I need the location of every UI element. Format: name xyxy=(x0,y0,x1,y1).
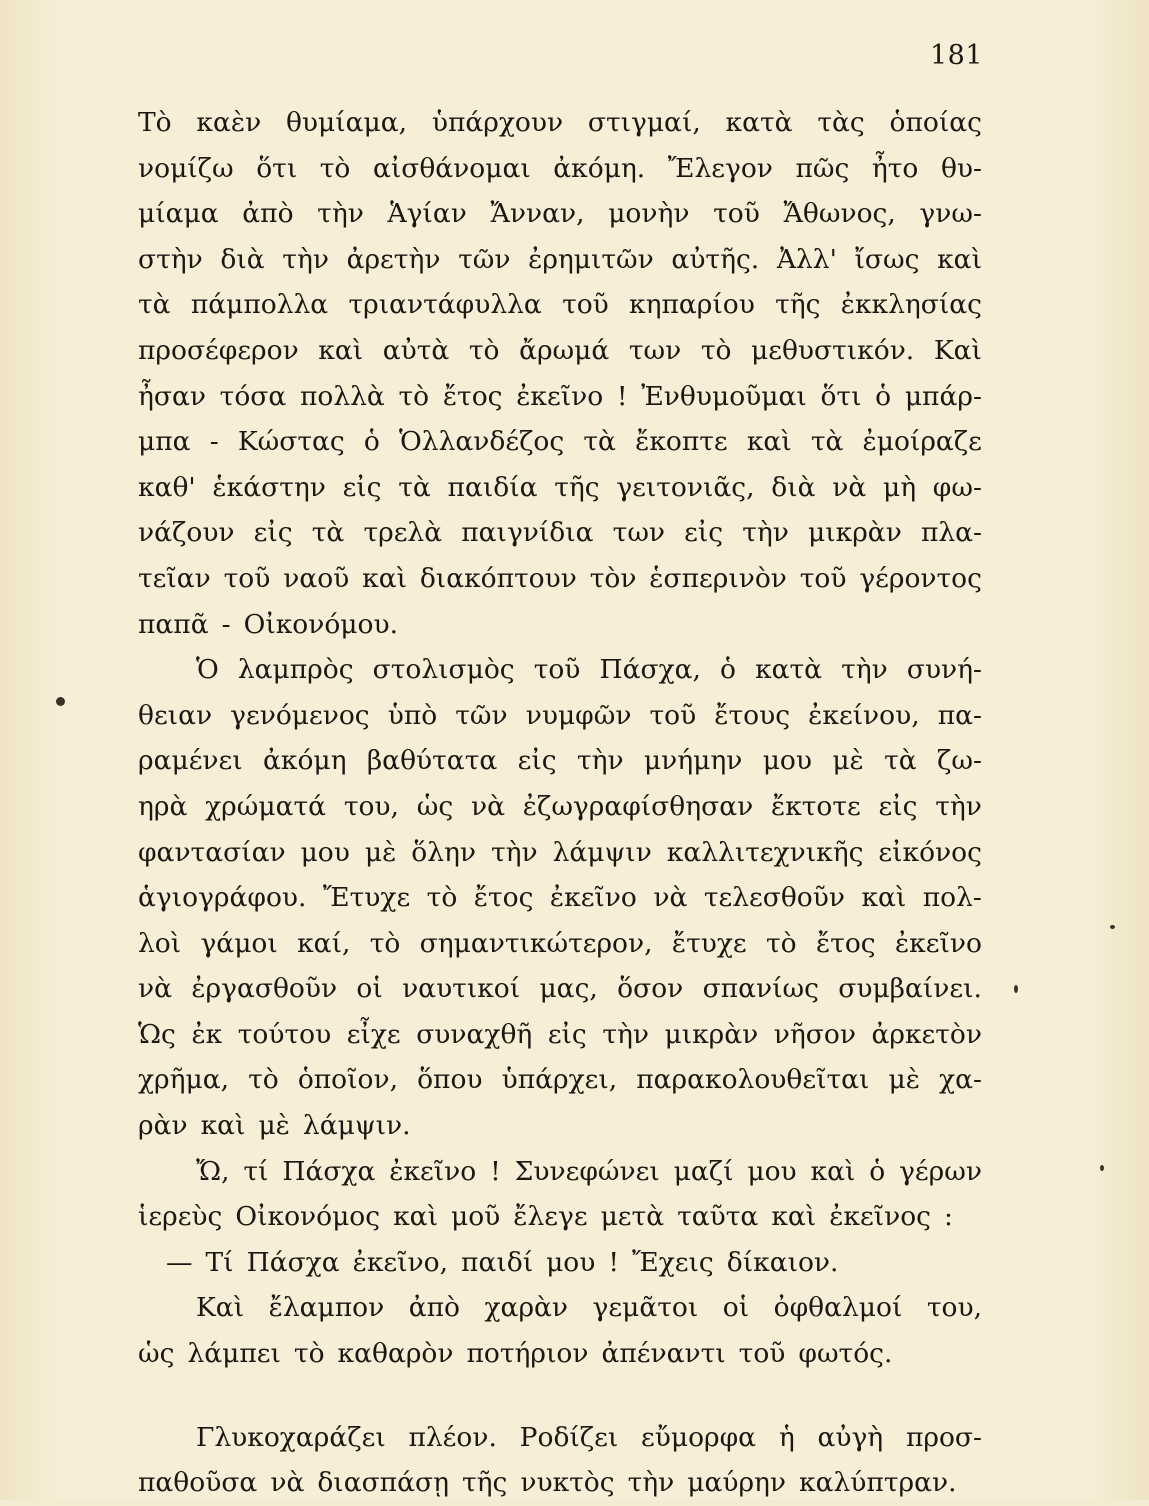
text-line: ὡς λάμπει τὸ καθαρὸν ποτήριον ἀπέναντι τοῦ φωτός. xyxy=(138,1338,893,1370)
text-line: ραμένει ἀκόμη βαθύτατα εἰς τὴν μνήμην μου μὲ τὰ ζω- xyxy=(138,745,982,777)
text-line: ἱερεὺς Οἰκονόμος καὶ μοῦ ἔλεγε μετὰ ταῦτα καὶ ἐκεῖνος : xyxy=(138,1201,953,1233)
text-line: ἁγιογράφου. Ἔτυχε τὸ ἔτος ἐκεῖνο νὰ τελεσθοῦν καὶ πολ- xyxy=(138,882,982,914)
text-line: τεῖαν τοῦ ναοῦ καὶ διακόπτουν τὸν ἑσπερινὸν τοῦ γέροντος xyxy=(138,562,982,594)
text-line: νὰ ἐργασθοῦν οἱ ναυτικοί μας, ὅσον σπανίως συμβαίνει. xyxy=(138,973,982,1005)
text-line: μίαμα ἀπὸ τὴν Ἁγίαν Ἄνναν, μονὴν τοῦ Ἄθωνος, γνω- xyxy=(138,198,982,230)
page-number: 181 xyxy=(930,40,984,71)
text-line: παπᾶ - Οἰκονόμου. xyxy=(138,608,399,640)
text-line: φαντασίαν μου μὲ ὅλην τὴν λάμψιν καλλιτεχνικῆς εἰκόνος xyxy=(138,836,982,868)
text-line: στὴν διὰ τὴν ἀρετὴν τῶν ἐρημιτῶν αὐτῆς. Ἀλλ' ἴσως καὶ xyxy=(138,243,982,275)
text-line: — Τί Πάσχα ἐκεῖνο, παιδί μου ! Ἔχεις δίκαιον. xyxy=(166,1246,839,1278)
paragraph xyxy=(138,647,982,1149)
paper-speck xyxy=(1110,925,1115,929)
text-line: θειαν γενόμενος ὑπὸ τῶν νυμφῶν τοῦ ἔτους ἐκείνου, πα- xyxy=(138,699,982,731)
text-line: νάζουν εἰς τὰ τρελὰ παιγνίδια των εἰς τὴν μικρὰν πλα- xyxy=(138,517,982,549)
paragraph-gap xyxy=(138,1377,982,1415)
text-line: παθοῦσα νὰ διασπάσῃ τῆς νυκτὸς τὴν μαύρην καλύπτραν. xyxy=(138,1467,957,1499)
paper-speck xyxy=(1014,985,1018,993)
paragraph xyxy=(138,1240,982,1286)
text-line: Τὸ καὲν θυμίαμα, ὑπάρχουν στιγμαί, κατὰ τὰς ὁποίας xyxy=(138,107,982,138)
text-line: ἦσαν τόσα πολλὰ τὸ ἔτος ἐκεῖνο ! Ἐνθυμοῦμαι ὅτι ὁ μπάρ- xyxy=(138,380,982,412)
text-line: Ὤ, τί Πάσχα ἐκεῖνο ! Συνεφώνει μαζί μου καὶ ὁ γέρων xyxy=(196,1155,982,1187)
text-line: Ὁ λαμπρὸς στολισμὸς τοῦ Πάσχα, ὁ κατὰ τὴν συνή- xyxy=(196,654,982,686)
text-line: ηρὰ χρώματά του, ὡς νὰ ἐζωγραφίσθησαν ἔκτοτε εἰς τὴν xyxy=(138,790,982,822)
page-text xyxy=(138,100,982,1506)
text-line: Γλυκοχαράζει πλέον. Ροδίζει εὔμορφα ἡ αὐγὴ προσ- xyxy=(196,1421,982,1453)
text-line: Καὶ ἔλαμπον ἀπὸ χαρὰν γεμᾶτοι οἱ ὀφθαλμοί του, xyxy=(196,1292,982,1324)
paragraph xyxy=(138,1415,982,1506)
text-line: μπα - Κώστας ὁ Ὁλλανδέζος τὰ ἔκοπτε καὶ τὰ ἐμοίραζε xyxy=(138,426,982,458)
paragraph xyxy=(138,100,982,647)
text-line: λοὶ γάμοι καί, τὸ σημαντικώτερον, ἔτυχε τὸ ἔτος ἐκεῖνο xyxy=(138,927,982,959)
text-line: προσέφερον καὶ αὐτὰ τὸ ἄρωμά των τὸ μεθυστικόν. Καὶ xyxy=(138,334,982,366)
text-line: καθ' ἑκάστην εἰς τὰ παιδία τῆς γειτονιᾶς, διὰ νὰ μὴ φω- xyxy=(138,471,982,503)
text-line: χρῆμα, τὸ ὁποῖον, ὅπου ὑπάρχει, παρακολουθεῖται μὲ χα- xyxy=(138,1064,982,1096)
text-line: ρὰν καὶ μὲ λάμψιν. xyxy=(138,1110,411,1142)
paragraph xyxy=(138,1285,982,1376)
paper-speck xyxy=(56,697,65,706)
paper-speck xyxy=(1100,1165,1104,1171)
paragraph xyxy=(138,1149,982,1240)
text-line: νομίζω ὅτι τὸ αἰσθάνομαι ἀκόμη. Ἔλεγον πῶς ἦτο θυ- xyxy=(138,152,982,184)
text-line: τὰ πάμπολλα τριαντάφυλλα τοῦ κηπαρίου τῆς ἐκκλησίας xyxy=(138,289,982,321)
text-line: Ὡς ἐκ τούτου εἶχε συναχθῆ εἰς τὴν μικρὰν νῆσον ἀρκετὸν xyxy=(138,1018,982,1050)
